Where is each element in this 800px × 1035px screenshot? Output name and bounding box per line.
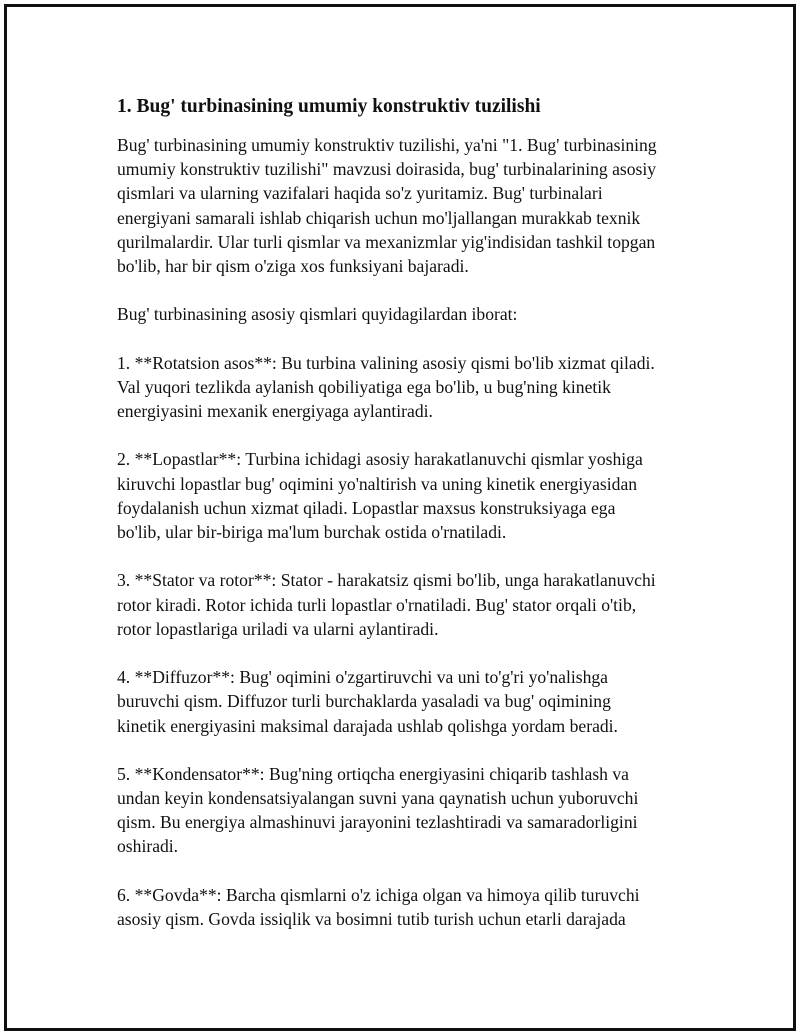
text-line: 6. **Govda**: Barcha qismlarni o'z ichiga olgan va himoya qilib turuvchi: [117, 884, 640, 905]
text-line: buruvchi qism. Diffuzor turli burchaklarda yasaladi va bug' oqimining: [117, 691, 611, 712]
text-line: 2. **Lopastlar**: Turbina ichidagi asosiy harakatlanuvchi qismlar yoshiga: [117, 449, 643, 470]
document-title: 1. Bug' turbinasining umumiy konstruktiv tuzilishi: [117, 96, 541, 117]
text-line: energiyani samarali ishlab chiqarish uchun mo'ljallangan murakkab texnik: [117, 207, 641, 228]
list-item-kondensator: [117, 762, 757, 859]
text-line: qism. Bu energiya almashinuvi jarayonini tezlashtiradi va samaradorligini: [117, 812, 638, 833]
text-line: foydalanish uchun xizmat qiladi. Lopastlar maxsus konstruksiyaga ega: [117, 497, 616, 518]
text-line: rotor lopastlariga uriladi va ularni aylantiradi.: [117, 618, 439, 639]
text-line: bo'lib, ular bir-biriga ma'lum burchak ostida o'rnatiladi.: [117, 522, 507, 542]
document-body: [117, 96, 757, 955]
list-item-govda: [117, 883, 757, 931]
list-item-lopastlar: [117, 447, 757, 544]
list-item-stator-rotor: [117, 568, 757, 641]
text-line: qismlari va ularning vazifalari haqida so'z yuritamiz. Bug' turbinalari: [117, 183, 603, 204]
intro-paragraph: [117, 133, 757, 278]
text-line: energiyasini mexanik energiyaga aylantiradi.: [117, 401, 433, 422]
text-line: kiruvchi lopastlar bug' oqimini yo'naltirish va uning kinetik energiyasidan: [117, 473, 638, 494]
list-item-rotatsion-asos: [117, 351, 757, 424]
text-line: qurilmalardir. Ular turli qismlar va mexanizmlar yig'indisidan tashkil topgan: [117, 231, 656, 252]
list-item-diffuzor: [117, 665, 757, 738]
text-line: Val yuqori tezlikda aylanish qobiliyatiga ega bo'lib, u bug'ning kinetik: [117, 376, 611, 397]
text-line: umumiy konstruktiv tuzilishi" mavzusi doirasida, bug' turbinalarining asosiy: [117, 159, 657, 180]
text-line: kinetik energiyasini maksimal darajada ushlab qolishga yordam beradi.: [117, 715, 618, 736]
text-line: 4. **Diffuzor**: Bug' oqimini o'zgartiruvchi va uni to'g'ri yo'nalishga: [117, 667, 608, 688]
text-line: 3. **Stator va rotor**: Stator - harakatsiz qismi bo'lib, unga harakatlanuvchi: [117, 570, 656, 591]
text-line: bo'lib, har bir qism o'ziga xos funksiyani bajaradi.: [117, 255, 469, 276]
text-line: 1. **Rotatsion asos**: Bu turbina valining asosiy qismi bo'lib xizmat qiladi.: [117, 352, 655, 373]
text-line: undan keyin kondensatsiyalangan suvni yana qaynatish uchun yuboruvchi: [117, 788, 639, 809]
text-line: Bug' turbinasining asosiy qismlari quyidagilardan iborat:: [117, 304, 518, 325]
text-line: rotor kiradi. Rotor ichida turli lopastlar o'rnatiladi. Bug' stator orqali o'tib,: [117, 594, 637, 615]
text-line: 5. **Kondensator**: Bug'ning ortiqcha energiyasini chiqarib tashlash va: [117, 763, 629, 784]
text-line: oshiradi.: [117, 836, 179, 857]
text-line: asosiy qism. Govda issiqlik va bosimni tutib turish uchun etarli darajada: [117, 909, 626, 929]
text-line: Bug' turbinasining umumiy konstruktiv tuzilishi, ya'ni "1. Bug' turbinasining: [117, 135, 657, 155]
list-intro-paragraph: [117, 302, 757, 326]
